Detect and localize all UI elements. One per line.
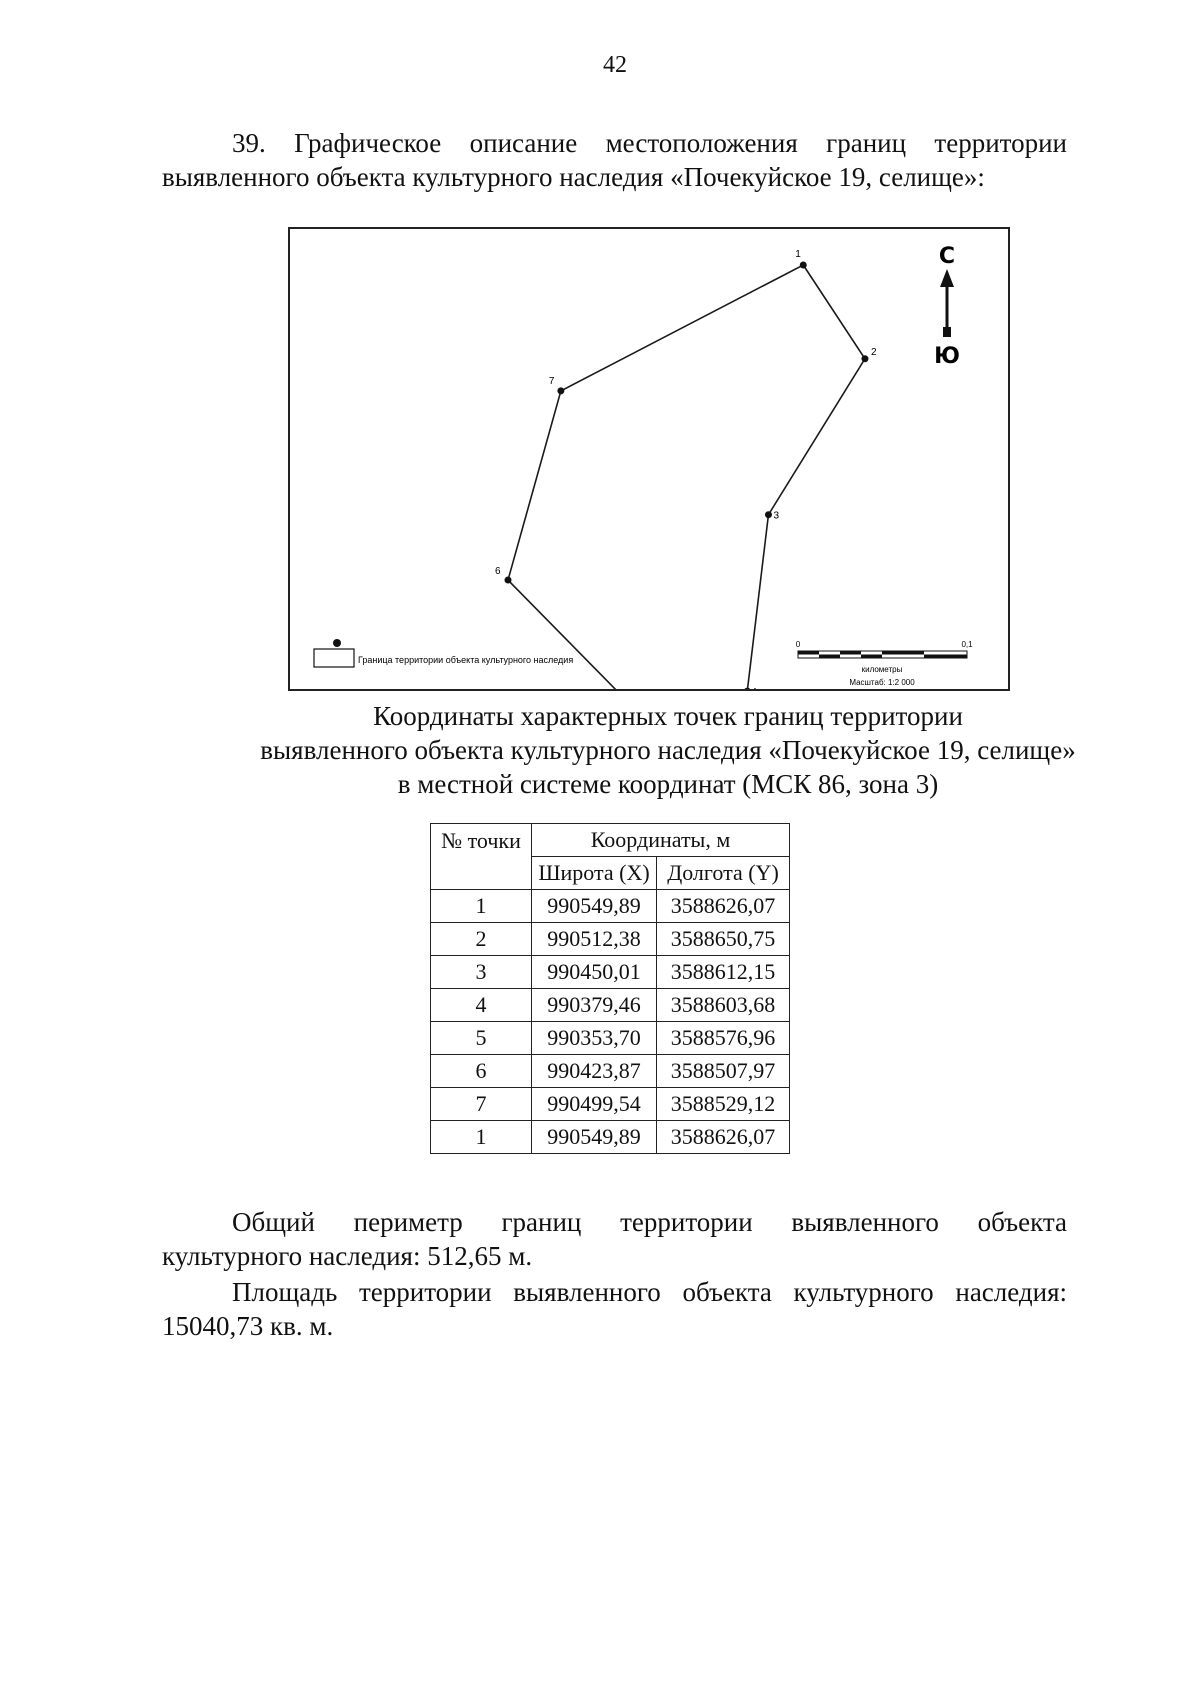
cell-point-number: 1 xyxy=(431,890,532,923)
intro-line-2: выявленного объекта культурного наследия «Почекуйское 19, селище»: xyxy=(162,162,985,192)
cell-y: 3588650,75 xyxy=(657,923,790,956)
boundary-point-label: 6 xyxy=(495,566,501,578)
perimeter-paragraph xyxy=(162,1205,1067,1273)
header-x: Широта (X) xyxy=(532,857,657,890)
cell-x: 990353,70 xyxy=(532,1022,657,1055)
legend-label: Граница территории объекта культурного наследия xyxy=(358,655,574,665)
boundary-point xyxy=(765,511,772,518)
area-line-2: 15040,73 кв. м. xyxy=(162,1311,334,1341)
legend-point-icon xyxy=(333,639,341,647)
cell-x: 990450,01 xyxy=(532,956,657,989)
table-row xyxy=(431,1022,790,1055)
north-arrow-icon xyxy=(934,244,960,369)
table-row xyxy=(431,923,790,956)
cell-y: 3588529,12 xyxy=(657,1088,790,1121)
cell-y: 3588626,07 xyxy=(657,890,790,923)
boundary-point-label: 3 xyxy=(773,510,780,522)
cell-x: 990549,89 xyxy=(532,1121,657,1154)
area-paragraph xyxy=(162,1275,1067,1343)
cell-point-number: 6 xyxy=(431,1055,532,1088)
table-title-line-2: выявленного объекта культурного наследия «Почекуйское 19, селище» xyxy=(260,735,1076,765)
scale-unit-label: километры xyxy=(861,665,903,674)
boundary-point-label xyxy=(751,687,757,689)
boundary-point-label: 2 xyxy=(870,346,877,358)
cell-x: 990423,87 xyxy=(532,1055,657,1088)
boundary-point xyxy=(744,688,751,689)
table-title-line-3: в местной системе координат (МСК 86, зона 3) xyxy=(397,769,939,799)
scale-ratio-label: Масштаб: 1:2 000 xyxy=(849,678,915,687)
legend-boundary-icon xyxy=(314,649,354,667)
cell-point-number: 3 xyxy=(431,956,532,989)
compass-south-label: Ю xyxy=(934,344,960,369)
boundary-point-label: 7 xyxy=(548,375,555,387)
cell-y: 3588603,68 xyxy=(657,989,790,1022)
cell-y: 3588507,97 xyxy=(657,1055,790,1088)
perimeter-line-1: Общий периметр границ территории выявленного объекта xyxy=(232,1207,1067,1237)
boundary-points xyxy=(495,249,877,689)
boundary-map-canvas xyxy=(290,229,1008,689)
page-number: 42 xyxy=(603,52,627,78)
cell-point-number: 2 xyxy=(431,923,532,956)
table-row xyxy=(431,1121,790,1154)
cell-y: 3588626,07 xyxy=(657,1121,790,1154)
intro-line-1: 39. Графическое описание местоположения границ территории xyxy=(232,128,1067,158)
scale-start-label: 0 xyxy=(795,640,801,649)
intro-paragraph xyxy=(162,126,1067,194)
map-legend xyxy=(314,639,573,667)
table-row xyxy=(431,890,790,923)
cell-point-number: 7 xyxy=(431,1088,532,1121)
scale-end-label: 0,1 xyxy=(961,640,973,649)
table-row xyxy=(431,956,790,989)
cell-x: 990549,89 xyxy=(532,890,657,923)
perimeter-line-2: культурного наследия: 512,65 м. xyxy=(162,1241,533,1271)
boundary-point xyxy=(557,387,564,394)
cell-point-number: 5 xyxy=(431,1022,532,1055)
header-y: Долгота (Y) xyxy=(657,857,790,890)
boundary-map xyxy=(288,227,1010,691)
boundary-polygon xyxy=(508,265,865,689)
cell-x: 990499,54 xyxy=(532,1088,657,1121)
table-title xyxy=(162,699,1174,801)
cell-x: 990379,46 xyxy=(532,989,657,1022)
table-row xyxy=(431,1088,790,1121)
boundary-point xyxy=(505,577,512,584)
compass-north-label: С xyxy=(938,244,956,269)
boundary-point xyxy=(861,355,868,362)
coordinates-table xyxy=(430,823,790,1154)
scale-bar xyxy=(796,640,973,687)
cell-point-number: 4 xyxy=(431,989,532,1022)
header-point-number: № точки xyxy=(431,824,532,890)
area-line-1: Площадь территории выявленного объекта культурного наследия: xyxy=(232,1277,1067,1307)
header-coordinates: Координаты, м xyxy=(532,824,790,857)
boundary-point xyxy=(800,262,807,269)
cell-point-number: 1 xyxy=(431,1121,532,1154)
cell-x: 990512,38 xyxy=(532,923,657,956)
cell-y: 3588612,15 xyxy=(657,956,790,989)
table-title-line-1: Координаты характерных точек границ территории xyxy=(373,701,963,731)
table-row xyxy=(431,1055,790,1088)
boundary-point-label: 1 xyxy=(795,249,801,260)
cell-y: 3588576,96 xyxy=(657,1022,790,1055)
table-row xyxy=(431,989,790,1022)
